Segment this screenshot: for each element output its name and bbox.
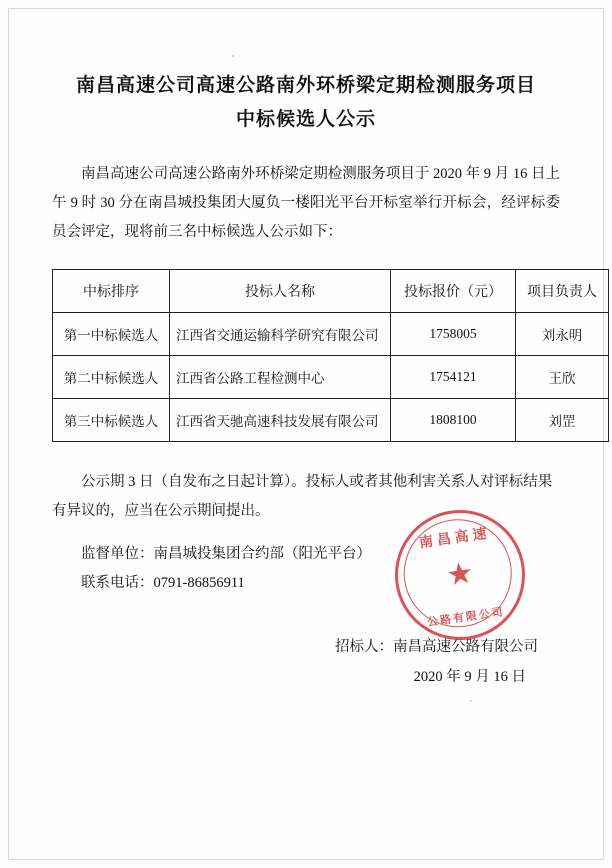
contact-line: 联系电话：0791-86856911 bbox=[81, 575, 245, 591]
notice-period-paragraph: 公示期 3 日（自发布之日起计算）。投标人或者其他利害关系人对评标结果有异议的，应当在公示期间提出。 bbox=[52, 474, 553, 519]
cell-person: 王欣 bbox=[516, 356, 609, 399]
page-title: 南昌高速公司高速公路南外环桥梁定期检测服务项目 bbox=[75, 75, 536, 96]
bid-candidates-table bbox=[52, 269, 609, 442]
table-row bbox=[53, 356, 609, 399]
table-row bbox=[53, 313, 609, 356]
cell-price: 1758005 bbox=[391, 313, 516, 356]
column-header-price: 投标报价（元） bbox=[391, 270, 516, 313]
cell-price: 1754121 bbox=[391, 356, 516, 399]
seal-text-top: 南昌高速 bbox=[418, 526, 492, 552]
tenderer-signature: 招标人：南昌高速公路有限公司 bbox=[335, 639, 538, 655]
cell-name: 江西省公路工程检测中心 bbox=[170, 356, 391, 399]
seal-text-bottom: 公路有限公司 bbox=[426, 606, 506, 629]
cell-price: 1808100 bbox=[391, 399, 516, 442]
cell-rank: 第三中标候选人 bbox=[53, 399, 170, 442]
table-header-row bbox=[53, 270, 609, 313]
cell-rank: 第一中标候选人 bbox=[53, 313, 170, 356]
cell-person: 刘永明 bbox=[516, 313, 609, 356]
scan-speck bbox=[470, 700, 472, 702]
cell-rank: 第二中标候选人 bbox=[53, 356, 170, 399]
scan-speck bbox=[232, 55, 234, 57]
page-subtitle: 中标候选人公示 bbox=[235, 109, 376, 130]
signature-date: 2020 年 9 月 16 日 bbox=[413, 669, 526, 685]
cell-person: 刘罡 bbox=[516, 399, 609, 442]
cell-name: 江西省交通运输科学研究有限公司 bbox=[170, 313, 391, 356]
intro-paragraph: 南昌高速公司高速公路南外环桥梁定期检测服务项目于 2020 年 9 月 16 日上午 9 时 30 分在南昌城投集团大厦负一楼阳光平台开标室举行开标会，经评标委员会评定，现将前三名中标候选人公示如下： bbox=[52, 166, 560, 240]
table-row bbox=[53, 399, 609, 442]
cell-name: 江西省天驰高速科技发展有限公司 bbox=[170, 399, 391, 442]
column-header-name: 投标人名称 bbox=[170, 270, 391, 313]
document-content bbox=[52, 70, 597, 692]
column-header-rank: 中标排序 bbox=[53, 270, 170, 313]
star-icon: ★ bbox=[444, 556, 476, 593]
column-header-person: 项目负责人 bbox=[516, 270, 609, 313]
supervisor-line: 监督单位：南昌城投集团合约部（阳光平台） bbox=[81, 546, 371, 562]
